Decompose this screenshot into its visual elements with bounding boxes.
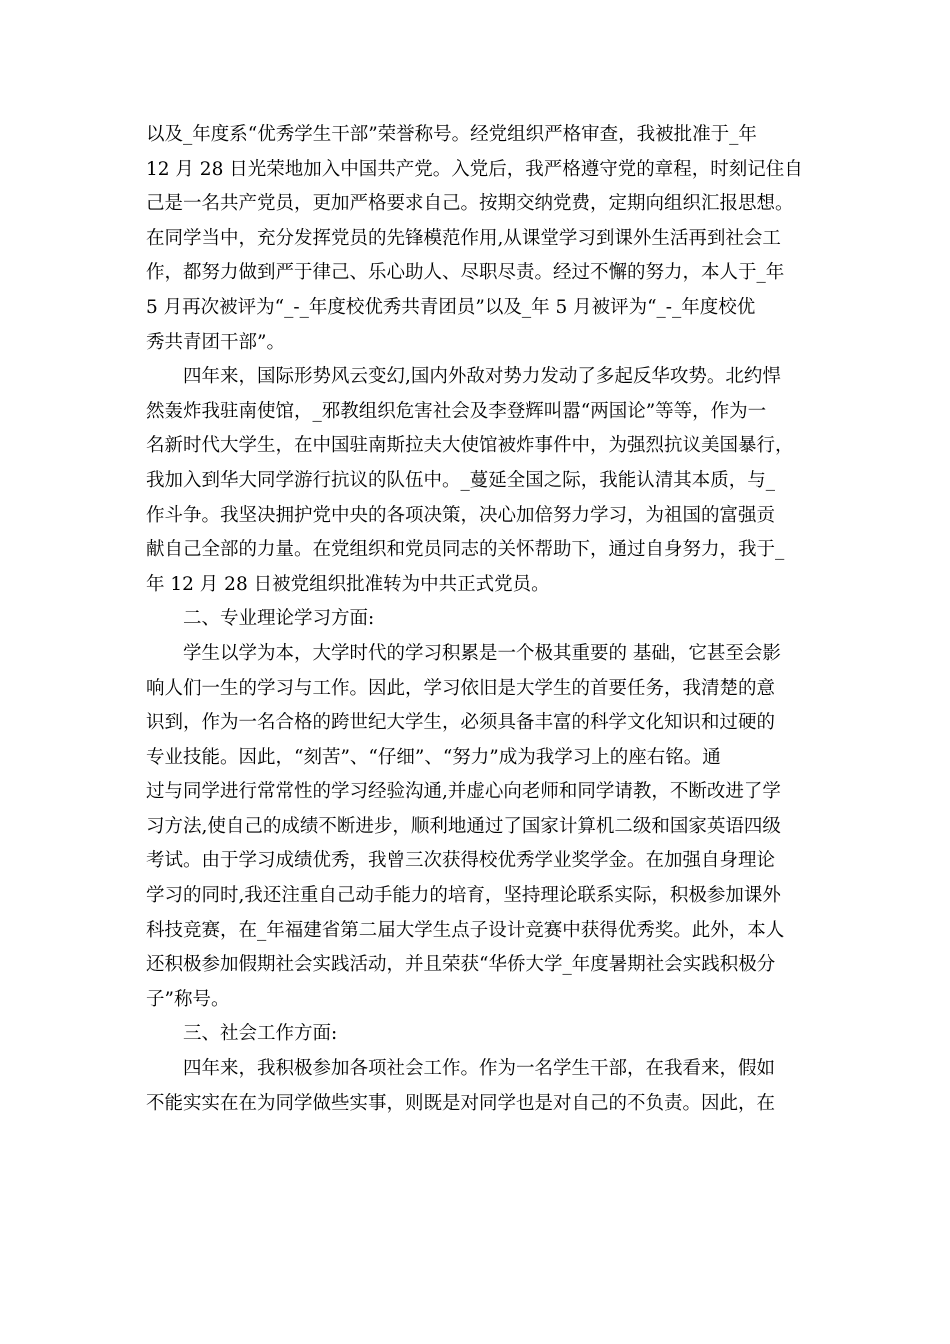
text-line: 四年来，国际形势风云变幻,国内外敌对势力发动了多起反华攻势。北约悍 [183,366,781,388]
document-page [146,118,806,1121]
text-line: 四年来，我积极参加各项社会工作。作为一名学生干部，在我看来，假如 [183,1058,776,1080]
text-line: 考试。由于学习成绩优秀，我曾三次获得校优秀学业奖学金。在加强自身理论 [146,850,776,872]
text-line: 己是一名共产党员，更加严格要求自己。按期交纳党费，定期向组织汇报思想。 [146,193,794,215]
text-line: 作斗争。我坚决拥护党中央的各项决策，决心加倍努力学习，为祖国的富强贡 [146,504,776,526]
text-line: 作，都努力做到严于律己、乐心助人、尽职尽责。经过不懈的努力，本人于_年 [146,262,785,284]
text-line: 习方法,使自己的成绩不断进步，顺利地通过了国家计算机二级和国家英语四级 [146,815,781,837]
text-line: 在同学当中，充分发挥党员的先锋模范作用,从课堂学习到课外生活再到社会工 [146,227,781,249]
text-line: 学习的同时,我还注重自己动手能力的培育，坚持理论联系实际，积极参加课外 [146,885,781,907]
text-line: 12 月 28 日光荣地加入中国共产党。入党后，我严格遵守党的章程，时刻记住自 [146,158,803,180]
text-line: 然轰炸我驻南使馆，_邪教组织危害社会及李登辉叫嚣“两国论”等等，作为一 [146,400,767,422]
text-line: 子”称号。 [146,988,230,1010]
text-line: 献自己全部的力量。在党组织和党员同志的关怀帮助下，通过自身努力，我于_ [146,539,785,561]
text-line: 5 月再次被评为“_-_年度校优秀共青团员”以及_年 5 月被评为“_-_年度校优 [146,296,756,318]
text-line: 秀共青团干部”。 [146,331,285,353]
text-line: 过与同学进行常常性的学习经验沟通,并虚心向老师和同学请教，不断改进了学 [146,781,781,803]
text-line: 三、社会工作方面: [183,1023,338,1045]
text-line: 二、专业理论学习方面: [183,608,375,630]
text-line: 年 12 月 28 日被党组织批准转为中共正式党员。 [146,573,550,595]
text-line: 以及_年度系“优秀学生干部”荣誉称号。经党组织严格审查，我被批准于_年 [146,124,757,145]
text-line: 响人们一生的学习与工作。因此，学习依旧是大学生的首要任务，我清楚的意 [146,677,776,699]
text-line: 科技竞赛，在_年福建省第二届大学生点子设计竞赛中获得优秀奖。此外，本人 [146,919,785,941]
text-line: 识到，作为一名合格的跨世纪大学生，必须具备丰富的科学文化知识和过硬的 [146,712,776,734]
text-line: 不能实实在在为同学做些实事，则既是对同学也是对自己的不负责。因此，在 [146,1092,776,1114]
document-body [146,118,806,1121]
text-line: 还积极参加假期社会实践活动，并且荣获“华侨大学_年度暑期社会实践积极分 [146,954,776,976]
text-line: 我加入到华大同学游行抗议的队伍中。_蔓延全国之际，我能认清其本质，与_ [146,469,776,491]
text-line: 学生以学为本，大学时代的学习积累是一个极其重要的 基础，它甚至会影 [183,642,781,664]
text-line: 专业技能。因此，“刻苦”、“仔细”、“努力”成为我学习上的座右铭。通 [146,746,721,768]
text-line: 名新时代大学生，在中国驻南斯拉夫大使馆被炸事件中，为强烈抗议美国暴行， [146,435,794,457]
